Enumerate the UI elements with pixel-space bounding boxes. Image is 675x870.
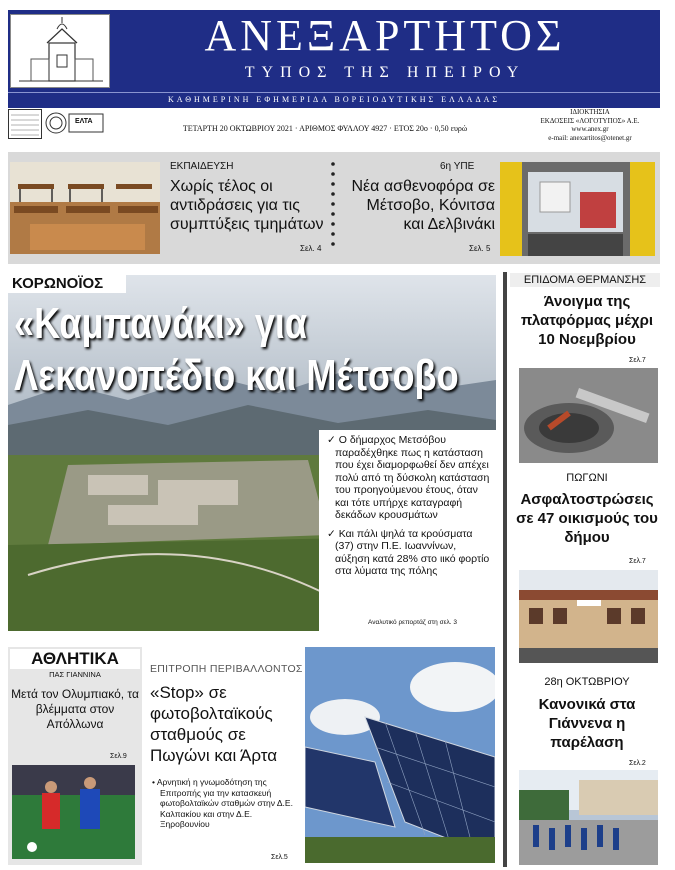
teaser-headline-ambulances[interactable]: Νέα ασθενοφόρα σε Μέτσοβο, Κόνιτσα και Δελβινάκι — [351, 178, 495, 233]
ambulance-photo — [500, 162, 655, 256]
publisher-web: www.anex.gr — [571, 125, 609, 133]
teaser-headline-education[interactable]: Χωρίς τέλος οι αντιδράσεις για τις συμπτύξεις τμημάτων — [170, 178, 324, 233]
heating-page-ref: Σελ.7 — [629, 357, 646, 364]
sports-title: ΑΘΛΗΤΙΚΑ — [10, 649, 140, 669]
main-story-kicker: ΚΟΡΩΝΟΪΟΣ — [8, 275, 126, 293]
church-logo-icon — [10, 14, 110, 88]
heating-section: ΕΠΙΔΟΜΑ ΘΕΡΜΑΝΣΗΣ — [510, 273, 660, 287]
check-icon: ✓ — [327, 434, 336, 446]
postage-badges — [45, 110, 105, 136]
parade-photo — [519, 770, 658, 865]
info-box — [8, 109, 42, 139]
check-icon: ✓ — [327, 527, 336, 540]
parade-section: 28η ΟΚΤΩΒΡΙΟΥ — [544, 676, 630, 688]
teaser-page-ref: Σελ. 4 — [300, 244, 322, 253]
dateline: ΤΕΤΑΡΤΗ 20 ΟΚΤΩΒΡΙΟΥ 2021 · ΑΡΙΘΜΟΣ ΦΥΛΛΟΥ 4927 · ΕΤΟΣ 20ο · 0,50 ευρώ — [182, 124, 468, 133]
environment-section: ΕΠΙΤΡΟΠΗ ΠΕΡΙΒΑΛΛΟΝΤΟΣ — [150, 663, 303, 675]
main-story-page-ref: Αναλυτικό ρεπορτάζ στη σελ. 3 — [368, 619, 457, 626]
solar-panels-photo — [305, 647, 495, 863]
main-story-headline[interactable]: «Καμπανάκι» για Λεκανοπέδιο και Μέτσοβο — [14, 299, 459, 400]
publisher-email: e-mail: anexartitos@otenet.gr — [548, 133, 632, 142]
newspaper-subtitle: ΤΥΠΟΣ ΤΗΣ ΗΠΕΙΡΟΥ — [244, 64, 526, 81]
sports-subsection: ΠΑΣ ΓΙΑΝΝΙΝΑ — [49, 670, 101, 679]
environment-page-ref: Σελ.5 — [271, 854, 288, 861]
dotted-divider — [331, 160, 335, 250]
environment-headline[interactable]: «Stop» σε φωτοβολταϊκούς σταθμούς σε Πωγώνι και Άρτα — [150, 683, 278, 765]
publisher-label: ΙΔΙΟΚΤΗΣΙΑ — [570, 108, 610, 116]
sports-headline[interactable]: Μετά τον Ολυμπιακό, τα βλέμματα στον Απόλλωνα — [11, 687, 139, 731]
parade-headline[interactable]: Κανονικά στα Γιάννενα η παρέλαση — [538, 696, 636, 751]
teaser-section-education: ΕΚΠΑΙΔΕΥΣΗ — [170, 161, 234, 172]
teaser-section-health: 6η ΥΠΕ — [440, 161, 475, 172]
publisher-name: ΕΚΔΟΣΕΙΣ «ΛΟΓΟΤΥΠΟΣ» Α.Ε. — [540, 116, 640, 125]
town-hall-photo — [519, 570, 658, 663]
column-divider — [503, 272, 507, 867]
heating-headline[interactable]: Άνοιγμα της πλατφόρμας μέχρι 10 Νοεμβρίου — [520, 293, 654, 348]
pogoni-page-ref: Σελ.7 — [629, 558, 646, 565]
bullet-item: ✓ Και πάλι ψηλά τα κρούσματα (37) στην Π.Ε. Ιωαννίνων, αύξηση κατά 28% στο ιικό φορτίο στα λύματα της πόλης — [327, 527, 490, 577]
football-photo — [12, 765, 135, 859]
pogoni-section: ΠΩΓΩΝΙ — [566, 472, 608, 484]
publisher-info — [520, 108, 660, 142]
parade-page-ref: Σελ.2 — [629, 760, 646, 767]
elta-badge: ΕΛΤΑ — [75, 118, 93, 125]
strapline: ΚΑΘΗΜΕΡΙΝΗ ΕΦΗΜΕΡΙΔΑ ΒΟΡΕΙΟΔΥΤΙΚΗΣ ΕΛΛΑΔΑΣ — [8, 92, 660, 106]
newspaper-title: ΑΝΕΞΑΡΤΗΤΟΣ — [204, 11, 566, 60]
sports-page-ref: Σελ.9 — [110, 753, 127, 760]
bullet-item: ✓ Ο δήμαρχος Μετσόβου παραδέχθηκε πως η κατάσταση που έχει διαμορφωθεί δεν απέχει πολύ από τη δύσκολη κατάσταση του προηγούμενου έτους, όταν και τότε υπήρχε καταγραφή δεκάδων κρουσμάτων — [327, 434, 490, 521]
pogoni-headline[interactable]: Ασφαλτοστρώσεις σε 47 οικισμούς του δήμου — [516, 491, 658, 546]
main-story-bullets — [319, 430, 496, 631]
classroom-photo — [10, 162, 160, 254]
teaser-page-ref: Σελ. 5 — [469, 244, 491, 253]
environment-body: • Αρνητική η γνωμοδότηση της Επιτροπής για την κατασκευή φωτοβολταϊκών σταθμών στην Δ.Ε. Καλπακίου και στην Δ.Ε. Ξηροβουνίου — [152, 777, 293, 829]
fuel-nozzle-photo — [519, 368, 658, 463]
